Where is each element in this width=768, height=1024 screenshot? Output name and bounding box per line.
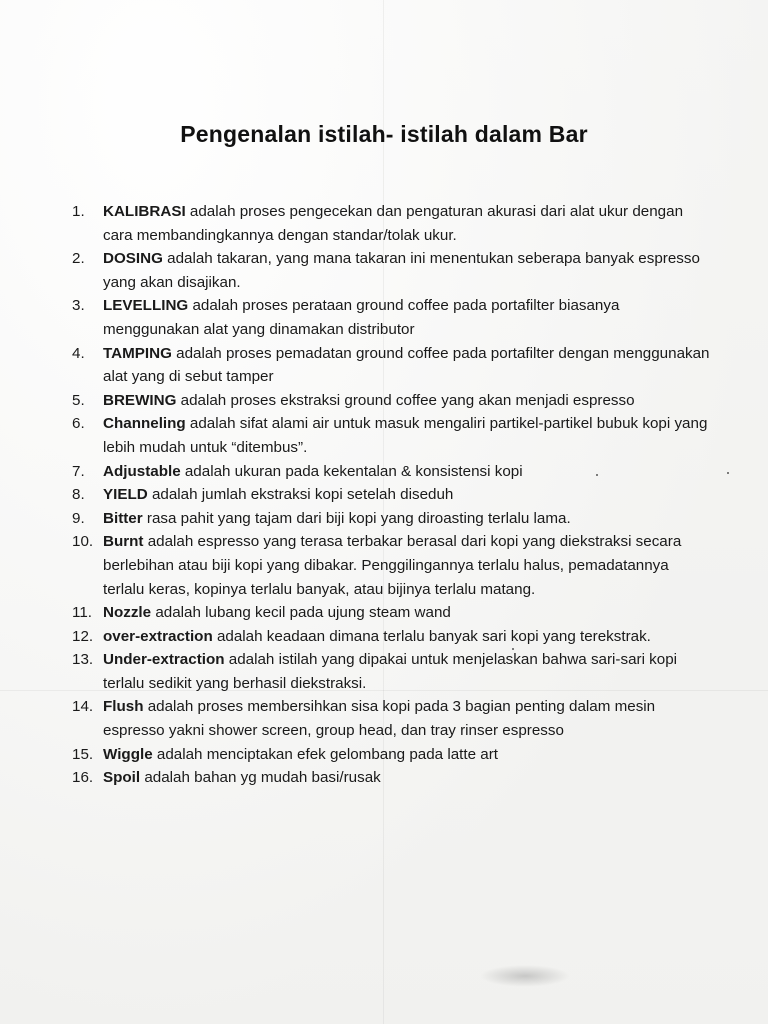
item-term: Adjustable (103, 462, 181, 480)
item-body (103, 483, 712, 507)
item-definition: adalah proses perataan ground coffee pada portafilter biasanya menggunakan alat yang dinamakan distributor (103, 297, 620, 338)
document-title: Pengenalan istilah- istilah dalam Bar (180, 121, 588, 148)
item-term: LEVELLING (103, 297, 189, 315)
glossary-item (72, 695, 712, 742)
paper-smudge (480, 965, 570, 987)
glossary-item (72, 412, 712, 459)
item-number: 12. (72, 627, 94, 645)
item-body (103, 625, 712, 649)
glossary-item (72, 389, 712, 413)
item-number: 15. (72, 745, 94, 763)
item-term: Burnt (103, 533, 144, 551)
item-definition: adalah sifat alami air untuk masuk mengaliri partikel-partikel bubuk kopi yang lebih mudah untuk “ditembus”. (103, 415, 708, 456)
item-term: Nozzle (103, 604, 152, 622)
item-body (103, 530, 712, 601)
item-body (103, 342, 712, 389)
glossary-item (72, 460, 712, 484)
glossary-item (72, 601, 712, 625)
item-body (103, 412, 712, 459)
item-definition: adalah takaran, yang mana takaran ini menentukan seberapa banyak espresso yang akan disajikan. (103, 250, 700, 291)
item-number: 10. (72, 533, 94, 551)
item-definition: adalah keadaan dimana terlalu banyak sari kopi yang terekstrak. (212, 627, 651, 645)
item-definition: rasa pahit yang tajam dari biji kopi yang diroasting terlalu lama. (142, 509, 571, 527)
item-definition: adalah espresso yang terasa terbakar berasal dari kopi yang diekstraksi secara berlebihan atau biji kopi yang dibakar. Penggilingannya terlalu halus, pemadatannya terlalu keras, kopinya terlalu banyak, atau bijinya terlalu matang. (103, 533, 682, 598)
glossary-item (72, 743, 712, 767)
item-number: 8. (72, 486, 85, 504)
item-body (103, 766, 712, 790)
glossary-item (72, 530, 712, 601)
item-term: Flush (103, 698, 144, 716)
item-body (103, 247, 712, 294)
item-definition: adalah bahan yg mudah basi/rusak (140, 769, 381, 787)
item-body (103, 695, 712, 742)
item-term: YIELD (103, 486, 148, 504)
item-definition: adalah lubang kecil pada ujung steam wand (151, 604, 451, 622)
glossary-item (72, 648, 712, 695)
item-term: Bitter (103, 509, 143, 527)
item-body (103, 507, 712, 531)
item-body (103, 389, 712, 413)
item-definition: adalah istilah yang dipakai untuk menjelaskan bahwa sari-sari kopi terlalu sedikit yang berhasil diekstraksi. (103, 651, 678, 692)
item-number: 13. (72, 651, 94, 669)
glossary-item (72, 625, 712, 649)
item-number: 9. (72, 509, 85, 527)
item-term: Under-extraction (103, 651, 225, 669)
glossary-item (72, 766, 712, 790)
glossary-list (72, 200, 712, 790)
item-body (103, 294, 712, 341)
item-number: 3. (72, 297, 85, 315)
item-number: 6. (72, 415, 85, 433)
item-number: 5. (72, 391, 85, 409)
item-term: Spoil (103, 769, 141, 787)
item-definition: adalah jumlah ekstraksi kopi setelah diseduh (147, 486, 454, 504)
item-term: TAMPING (103, 344, 172, 362)
glossary-item (72, 342, 712, 389)
item-definition: adalah proses pengecekan dan pengaturan akurasi dari alat ukur dengan cara membandingkannya dengan standar/tolak ukur. (103, 203, 684, 244)
glossary-item (72, 507, 712, 531)
item-number: 14. (72, 698, 94, 716)
item-definition: adalah proses membersihkan sisa kopi pada 3 bagian penting dalam mesin espresso yakni shower screen, group head, dan tray rinser espresso (103, 698, 656, 740)
item-number: 2. (72, 250, 85, 268)
item-body (103, 743, 712, 767)
item-term: DOSING (103, 250, 163, 268)
item-term: Channeling (103, 415, 186, 433)
glossary-item (72, 200, 712, 247)
glossary-item (72, 483, 712, 507)
item-number: 4. (72, 344, 85, 362)
glossary-item (72, 294, 712, 341)
item-body (103, 460, 712, 484)
item-number: 11. (72, 604, 92, 622)
item-definition: adalah menciptakan efek gelombang pada latte art (152, 745, 498, 763)
item-number: 1. (72, 203, 85, 220)
item-term: over-extraction (103, 627, 213, 645)
item-term: BREWING (103, 391, 177, 409)
item-body (103, 648, 712, 695)
item-number: 7. (72, 462, 85, 480)
item-body (103, 601, 712, 625)
item-term: KALIBRASI (103, 203, 186, 220)
item-number: 16. (72, 769, 94, 787)
item-definition: adalah proses ekstraksi ground coffee yang akan menjadi espresso (176, 391, 635, 409)
glossary-item (72, 247, 712, 294)
item-definition: adalah ukuran pada kekentalan & konsistensi kopi (180, 462, 523, 480)
item-definition: adalah proses pemadatan ground coffee pada portafilter dengan menggunakan alat yang di sebut tamper (103, 344, 710, 386)
item-body (103, 200, 712, 247)
item-term: Wiggle (103, 745, 153, 763)
